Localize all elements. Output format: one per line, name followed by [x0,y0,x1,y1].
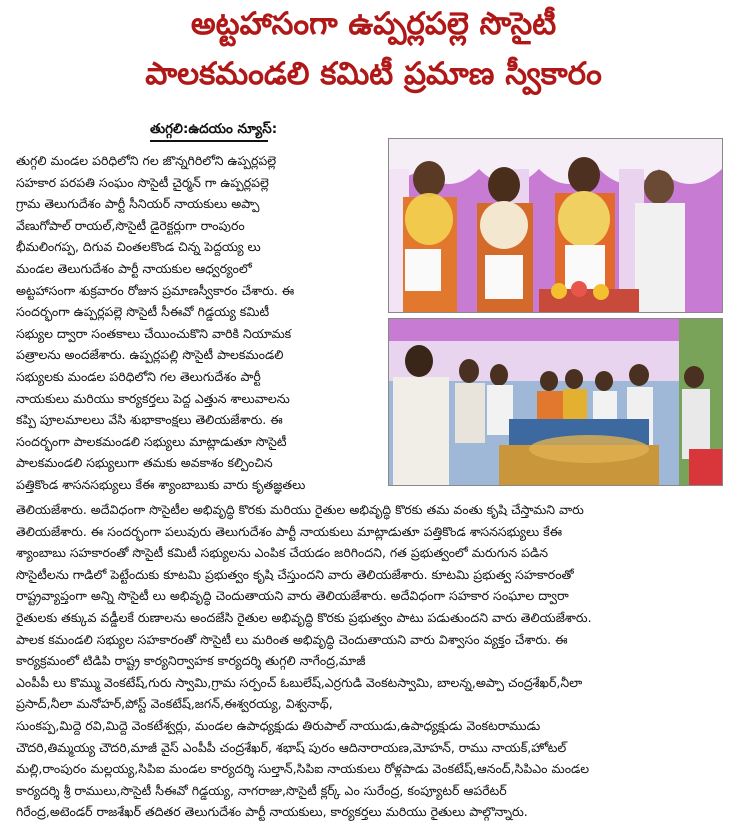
body-line: రైతులకు తక్కువ వడ్డీలకే రుణాలను అందజేసి రైతుల అభివృద్ధి కొరకు ప్రభుత్వం పాటు పడుతుందని వారు తెలియజేశారు. [16,609,592,625]
dateline: తుగ్గలి:ఉదయం న్యూస్: [150,121,278,137]
body-line: పాలకమండలి సభ్యులుగా తమకు అవకాశం కల్పించిన [16,455,273,471]
body-line: సభ్యుల ద్వారా సంతకాలు చేయించుకొని వారికి నియామక [16,325,292,341]
body-line: కప్పి పూలమాలలు వేసి శుభాకాంక్షలు తెలియజేశారు. ఈ [16,412,283,428]
body-line: గిరేంద్ర,అటెండర్ రాజశేఖర్ తదితర తెలుగుదేశం పార్టీ నాయకులు, కార్యకర్తలు మరియు రైతులు పాల్గొన్నారు. [16,804,528,820]
body-line: పాలక కమండలి సభ్యుల సహకారంతో సొసైటీ లు మరింత అభివృద్ధి చెందుతాయని వారు విశ్వాసం వ్యక్తం చేశారు. ఈ [16,631,568,647]
body-line: వేణుగోపాల్ రాయల్,సొసైటీ డైరెక్టర్లుగా రాంపురం [16,217,245,233]
body-line: రాష్ట్రవ్యాప్తంగా అన్ని సొసైటీ లు అభివృద్ధి చెందుతాయని వారు తెలియజేశారు. అదేవిధంగా సహకార సంఘాల ద్వారా [16,588,569,604]
body-line: మండల తెలుగుదేశం పార్టీ నాయకుల ఆధ్వర్యంలో [16,260,252,276]
body-line: ఎంపీపీ లు కొమ్ము వెంకటేష్,గురు స్వామి,గ్రామ సర్పంచ్ ఓబులేష్,ఎర్రగుడి వెంకటస్వామి, బాలన్న,అప్పా చంద్రశేఖర్,నీలా [16,674,583,690]
body-line: కార్యక్రమంలో టిడిపి రాష్ట్ర కార్యనిర్వాహక కార్యదర్శి తుగ్గలి నాగేంద్ర,మాజీ [16,653,366,669]
body-line: సభ్యులకు మండల పరిధిలోని గల తెలుగుదేశం పార్టీ [16,368,261,384]
ceremony-photo-gathering [388,318,723,486]
headline-line-2: పాలకమండలి కమిటీ ప్రమాణ స్వీకారం [145,56,602,92]
body-line: సుంకప్ప,మిద్దె రవి,మిద్దె వెంకటేశ్వర్లు, మండల ఉపాధ్యక్షుడు తిరుపాల్ నాయుడు,ఉపాధ్యక్షుడు వెంకటరాముడు [16,717,541,733]
body-line: శ్యాంబాబు సహకారంతో సొసైటీ కమిటీ సభ్యులను ఎంపిక చేయడం జరిగిందని, గత ప్రభుత్వంలో మరుగున పడిన [16,545,548,561]
article-body-column [16,150,382,496]
body-line: కార్యదర్శి శ్రీ రాములు,సొసైటీ సీఈవో గిడ్డయ్య, నాగరాజు,సొసైటీ క్లర్క్ ఎం సురేంద్ర, కంప్యూటర్ ఆపరేటర్ [16,782,507,798]
body-line: చౌదరి,తిమ్మయ్య చౌదరి,మాజీ వైస్ ఎంపీపీ చంద్రశేఖర్, శభాష్ పురం ఆదినారాయణ,మోహన్, రాము నాయక్,హోటల్ [16,739,567,755]
body-line: తెలియజేశారు. అదేవిధంగా సొసైటీల అభివృద్ధి కొరకు మరియు రైతుల అభివృద్ధి కొరకు తమ వంతు కృషి చేస్తామని వారు [16,502,584,517]
body-line: నాయకులు మరియు కార్యకర్తలు పెద్ద ఎత్తున శాలువాలను [16,390,290,406]
body-line: తుగ్గలి మండల పరిధిలోని గల జొన్నగిరిలోని ఉప్పర్లపల్లె [16,153,277,168]
body-line: మల్లి,రాంపురం మల్లయ్య,సిపిఐ మండల కార్యదర్శి సుల్తాన్,సిపిఐ నాయకులు రోళ్లపాడు వెంకటేష్,ఆనంద్,సిపిఎం మండల [16,761,590,777]
headline-line-1: అట్టహాసంగా ఉప్పర్లపల్లె సొసైటీ [190,6,557,42]
body-line: సొసైటీలను గాడిలో పెట్టేందుకు కూటమి ప్రభుత్వం కృషి చేస్తుందని వారు తెలియజేశారు. కూటమి ప్రభుత్వ సహకారంతో [16,566,574,582]
body-line: సహకార పరపతి సంఘం సొసైటీ చైర్మన్ గా ఉప్పర్లపల్లె [16,174,269,190]
body-line: సందర్భంగా పాలకమండలి సభ్యులు మాట్లాడుతూ సొసైటీ [16,433,287,449]
body-line: గ్రామ తెలుగుదేశం పార్టీ సీనియర్ నాయకులు అప్పా [16,196,260,212]
dateline-underline [150,140,268,142]
body-line: తెలియజేశారు. ఈ సందర్భంగా పలువురు తెలుగుదేశం పార్టీ నాయకులు మాట్లాడుతూ పత్తికొండ శాసనసభ్యులు కేఈ [16,523,563,539]
body-line: ప్రసాద్,నీలా మనోహర్,పోస్ట్ వెంకటేష్,జగన్,ఈశ్వరయ్య, విశ్వనాథ్, [16,696,333,712]
article-body-full-width [16,499,732,823]
body-line: అట్టహాసంగా శుక్రవారం రోజున ప్రమాణస్వీకారం చేశారు. ఈ [16,282,295,298]
body-line: పత్తికొండ శాసనసభ్యులు కేఈ శ్యాంబాబుకు వారు కృతజ్ఞతలు [16,476,306,492]
body-line: పత్రాలను అందజేశారు. ఉప్పర్లపల్లి సొసైటీ పాలకమండలి [16,347,284,363]
body-line: సందర్భంగా ఉప్పర్లపల్లె సొసైటీ సీఈవో గిడ్డయ్య కమిటీ [16,304,270,320]
body-line: భీమలింగప్ప, దిగువ చింతలకొండ చిన్న పెద్దయ్య లు [16,239,261,255]
ceremony-photo-oath [388,138,723,313]
